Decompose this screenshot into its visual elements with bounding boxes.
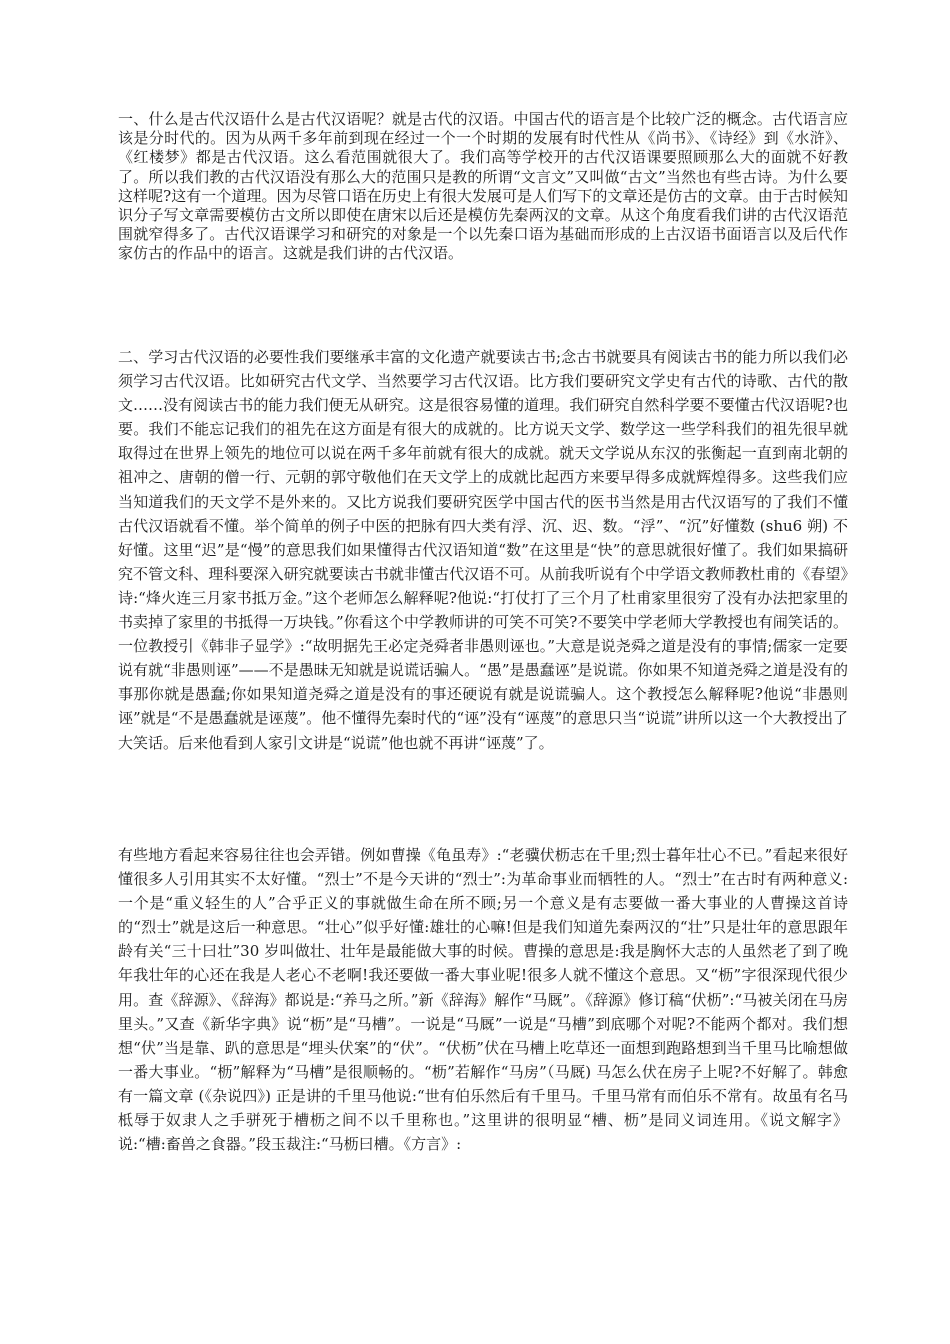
paragraph-definition: 一、什么是古代汉语什么是古代汉语呢？就是古代的汉语。中国古代的语言是个比较广泛的概念。古代语言应该是分时代的。因为从两千多年前到现在经过一个一个时期的发展有时代性从《尚书》、《诗经》到《水浒》、《红楼梦》都是古代汉语。这么看范围就很大了。我们高等学校开的古代汉语课要照顾那么大的面就不好教了。所以我们教的古代汉语没有那么大的范围只是教的所谓“文言文”又叫做“古文”当然也有些古诗。为什么要这样呢?这有一个道理。因为尽管口语在历史上有很大发展可是人们写下的文章还是仿古的文章。由于古时候知识分子写文章需要模仿古文所以即使在唐宋以后还是模仿先秦两汉的文章。从这个角度看我们讲的古代汉语范围就窄得多了。古代汉语课学习和研究的对象是一个以先秦口语为基础而形成的上古汉语书面语言以及后代作家仿古的作品中的语言。这就是我们讲的古代汉语。 (118, 110, 848, 263)
paragraph-necessity: 二、学习古代汉语的必要性我们要继承丰富的文化遗产就要读古书;念古书就要具有阅读古书的能力所以我们必须学习古代汉语。比如研究古代文学、当然要学习古代汉语。比方我们要研究文学史有古代的诗歌、古代的散文……没有阅读古书的能力我们便无从研究。这是很容易懂的道理。我们研究自然科学要不要懂古代汉语呢?也要。我们不能忘记我们的祖先在这方面是有很大的成就的。比方说天文学、数学这一些学科我们的祖先很早就取得过在世界上领先的地位可以说在两千多年前就有很大的成就。就天文学说从东汉的张衡起一直到南北朝的祖冲之、唐朝的僧一行、元朝的郭守敬他们在天文学上的成就比起西方来要早得多成就辉煌得多。这些我们应当知道我们的天文学不是外来的。又比方说我们要研究医学中国古代的医书当然是用古代汉语写的了我们不懂古代汉语就看不懂。举个简单的例子中医的把脉有四大类有浮、沉、迟、数。“浮”、“沉”好懂数 (shu6 朔) 不好懂。这里“迟”是“慢”的意思我们如果懂得古代汉语知道“数”在这里是“快”的意思就很好懂了。我们如果搞研究不管文科、理科要深入研究就要读古书就非懂古代汉语不可。从前我听说有个中学语文教师教杜甫的《春望》诗:“烽火连三月家书抵万金。”这个老师怎么解释呢?他说:“打仗打了三个月了杜甫家里很穷了没有办法把家里的书卖掉了家里的书抵得一万块钱。”你看这个中学教师讲的可笑不可笑?不要笑中学老师大学教授也有闹笑话的。一位教授引《韩非子显学》:“故明据先王必定尧舜者非愚则诬也。”大意是说尧舜之道是没有的事情;儒家一定要说有就“非愚则诬”——不是愚昧无知就是说谎话骗人。“愚”是愚蠢诬”是说谎。你如果不知道尧舜之道是没有的事那你就是愚蠢;你如果知道尧舜之道是没有的事还硬说有就是说谎骗人。这个教授怎么解释呢?他说“非愚则诬”就是“不是愚蠢就是诬蔑”。他不懂得先秦时代的“诬”没有“诬蔑”的意思只当“说谎”讲所以这一个大教授出了大笑话。后来他看到人家引文讲是“说谎”他也就不再讲“诬蔑”了。 (118, 348, 848, 752)
paragraph-examples: 有些地方看起来容易往往也会弄错。例如曹操《龟虽寿》:“老骥伏枥志在千里;烈士暮年壮心不已。”看起来很好懂很多人引用其实不太好懂。“烈士”不是今天讲的“烈士”:为革命事业而牺牲的人。“烈士”在古时有两种意义:一个是“重义轻生的人”合乎正义的事就做生命在所不顾;另一个意义是有志要做一番大事业的人曹操这首诗的“烈士”就是这后一种意思。“壮心”似乎好懂:雄壮的心嘛!但是我们知道先秦两汉的“壮”只是壮年的意思跟年龄有关“三十曰壮”30 岁叫做壮、壮年是最能做大事的时候。曹操的意思是:我是胸怀大志的人虽然老了到了晚年我壮年的心还在我是人老心不老啊!我还要做一番大事业呢!很多人就不懂这个意思。又“枥”字很深现代很少用。查《辞源》、《辞海》都说是:“养马之所。”新《辞海》解作“马厩”。《辞源》修订稿“伏枥”:“马被关闭在马房里头。”又查《新华字典》说“枥”是“马槽”。一说是“马厩”一说是“马槽”到底哪个对呢?不能两个都对。我们想想“伏”当是靠、趴的意思是“埋头伏案”的“伏”。“伏枥”伏在马槽上吃草还一面想到跑路想到当千里马比喻想做一番大事业。“枥”解释为“马槽”是很顺畅的。“枥”若解作“马房”（马厩) 马怎么伏在房子上呢?不好解了。韩愈有一篇文章 (《杂说四》) 正是讲的千里马他说:“世有伯乐然后有千里马。千里马常有而伯乐不常有。故虽有名马柢辱于奴隶人之手骈死于槽枥之间不以千里称也。”这里讲的很明显“槽、枥”是同义词连用。《说文解字》说:“槽:畜兽之食器。”段玉裁注:“马枥曰槽。《方言》: (118, 846, 848, 1154)
